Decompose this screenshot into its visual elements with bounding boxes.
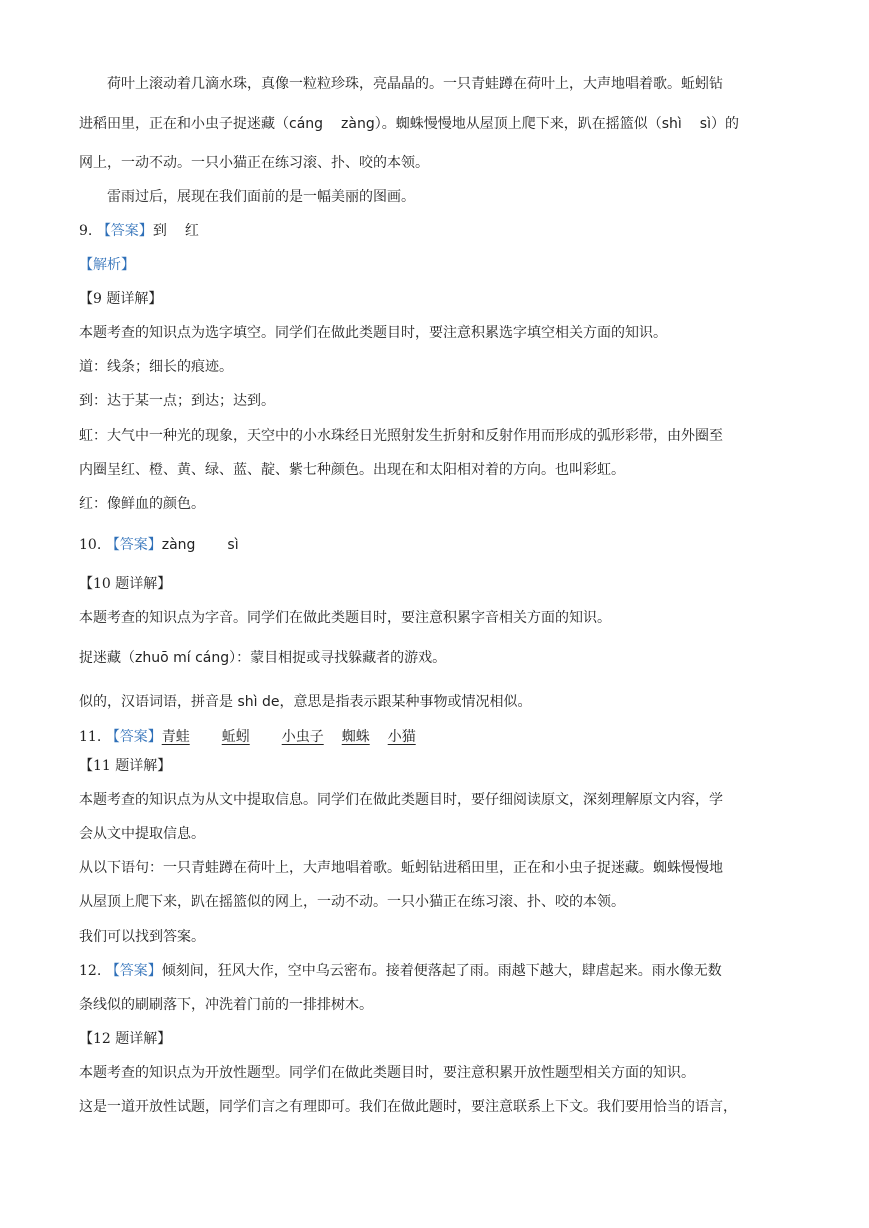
passage-line: 网上，一动不动。一只小猫正在练习滚、扑、咬的本领。 [79, 155, 429, 171]
detail-text: 本题考查的知识点为字音。同学们在做此类题目时，要注意积累字音相关方面的知识。 [79, 610, 611, 626]
detail-text-part: 捉迷藏（ [79, 650, 135, 666]
detail-text: 本题考查的知识点为开放性题型。同学们在做此类题目时，要注意积累开放性题型相关方面的知识。 [79, 1065, 695, 1081]
pinyin: sì [699, 116, 711, 132]
passage-text: ）的 [710, 116, 739, 132]
q9-answer [79, 221, 199, 241]
detail-text: 本题考查的知识点为从文中提取信息。同学们在做此类题目时，要仔细阅读原文，深刻理解原文内容，学 [79, 792, 723, 808]
detail-text: 内圈呈红、橙、黄、绿、蓝、靛、紫七种颜色。出现在和太阳相对着的方向。也叫彩虹。 [79, 462, 625, 478]
question-number: 10. [79, 537, 102, 553]
detail-text: 从屋顶上爬下来，趴在摇篮似的网上，一动不动。一只小猫正在练习滚、扑、咬的本领。 [79, 894, 625, 910]
q10-answer [79, 535, 239, 555]
detail-text: 这是一道开放性试题，同学们言之有理即可。我们在做此题时，要注意联系上下文。我们要用恰当的语言， [79, 1099, 737, 1115]
passage-line: 荷叶上滚动着几滴水珠，真像一粒粒珍珠，亮晶晶的。一只青蛙蹲在荷叶上，大声地唱着歌。蚯蚓钻 [107, 76, 723, 92]
question-number: 9. [79, 223, 93, 239]
passage-text: 进稻田里，正在和小虫子捉迷藏（ [79, 116, 289, 132]
pinyin: shì de [237, 694, 280, 710]
detail-text-part: ，意思是指表示跟某种事物或情况相似。 [279, 694, 532, 710]
detail-text [79, 648, 446, 668]
answer-item: 青蛙 [161, 729, 190, 745]
detail-text: 到：达于某一点；到达；达到。 [79, 393, 275, 409]
detail-title: 【12 题详解】 [79, 1031, 172, 1047]
answer-item: 蚯蚓 [221, 729, 250, 745]
detail-text-part: 似的，汉语词语，拼音是 [79, 694, 238, 710]
pinyin: shì [661, 116, 682, 132]
detail-text: 道：线条；细长的痕迹。 [79, 359, 233, 375]
analysis-tag: 【解析】 [79, 257, 135, 273]
answer-item: 小猫 [387, 729, 416, 745]
q11-answer [79, 727, 416, 747]
answer-tag: 【答案】 [105, 729, 162, 745]
detail-text [79, 692, 531, 712]
answer-text: 条线似的刷刷落下，冲洗着门前的一排排树木。 [79, 997, 373, 1013]
pinyin: cáng [289, 116, 324, 132]
answer-item: 蜘蛛 [341, 729, 370, 745]
answer-item: 小虫子 [281, 729, 324, 745]
detail-text: 虹：大气中一种光的现象，天空中的小水珠经日光照射发生折射和反射作用而形成的弧形彩带，由外圈至 [79, 428, 723, 444]
detail-text-part: ）：蒙目相捉或寻找躲藏者的游戏。 [229, 650, 447, 666]
detail-title: 【10 题详解】 [79, 576, 172, 592]
answer-text: zàng [161, 537, 196, 553]
answer-tag: 【答案】 [105, 537, 162, 553]
detail-text: 会从文中提取信息。 [79, 826, 205, 842]
answer-text: 倾刻间，狂风大作，空中乌云密布。接着便落起了雨。雨越下越大，肆虐起来。雨水像无数 [161, 963, 722, 979]
answer-text: 红 [184, 223, 199, 239]
passage-line: 雷雨过后，展现在我们面前的是一幅美丽的图画。 [107, 189, 415, 205]
q12-answer [79, 961, 722, 981]
answer-tag: 【答案】 [105, 963, 162, 979]
detail-title: 【11 题详解】 [79, 758, 172, 774]
detail-title: 【9 题详解】 [79, 291, 163, 307]
pinyin: zàng [341, 116, 375, 132]
answer-text: 到 [152, 223, 167, 239]
detail-text: 本题考查的知识点为选字填空。同学们在做此类题目时，要注意积累选字填空相关方面的知识。 [79, 325, 667, 341]
detail-text: 红：像鲜血的颜色。 [79, 496, 205, 512]
passage-line [79, 114, 739, 134]
question-number: 11. [79, 729, 102, 745]
detail-text: 从以下语句：一只青蛙蹲在荷叶上，大声地唱着歌。蚯蚓钻进稻田里，正在和小虫子捉迷藏。蜘蛛慢慢地 [79, 860, 723, 876]
pinyin: zhuō mí cáng [135, 650, 230, 666]
question-number: 12. [79, 963, 102, 979]
answer-tag: 【答案】 [96, 223, 153, 239]
detail-text: 我们可以找到答案。 [79, 929, 205, 945]
passage-text: ）。蜘蛛慢慢地从屋顶上爬下来，趴在摇篮似（ [374, 116, 662, 132]
answer-text: sì [227, 537, 239, 553]
